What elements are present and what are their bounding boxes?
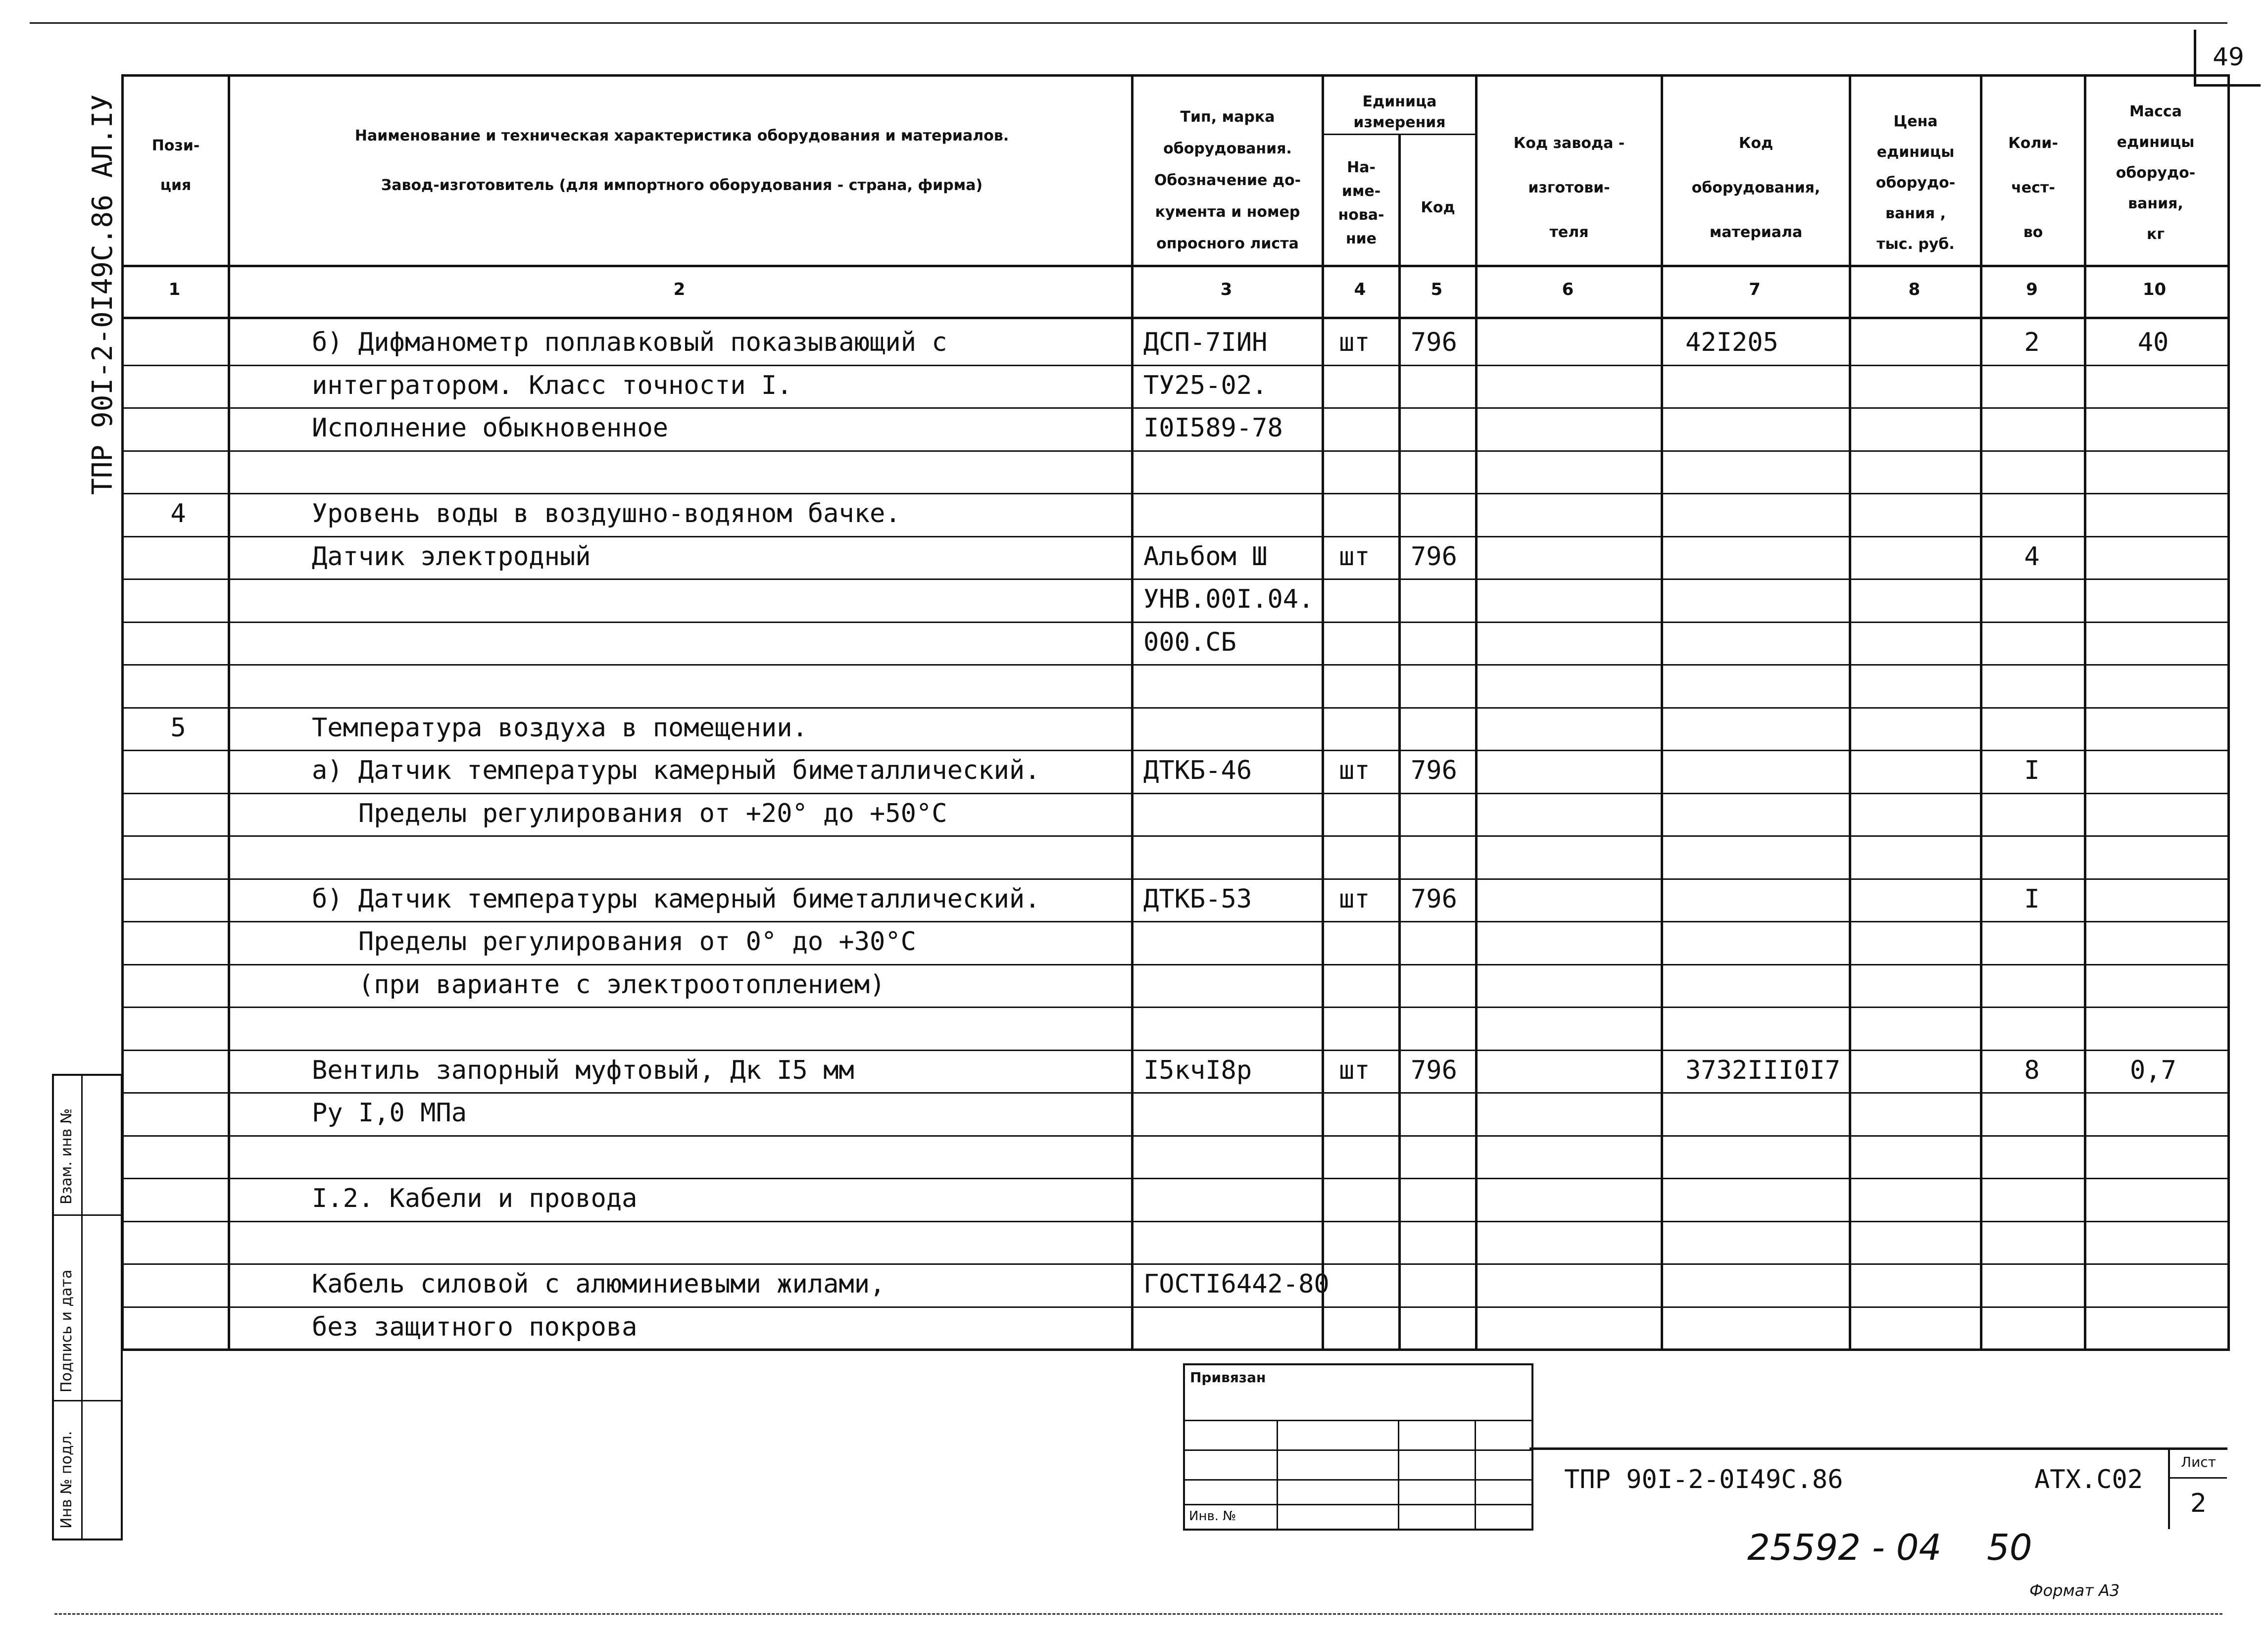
header-bottom-line bbox=[121, 265, 2227, 267]
row-divider bbox=[121, 536, 2227, 537]
sheet-code: АТХ.С02 bbox=[2034, 1465, 2143, 1494]
top-rule bbox=[30, 22, 2227, 24]
mass-cell: 40 bbox=[2137, 328, 2169, 357]
bottom-rule bbox=[54, 1613, 2222, 1615]
type-cell: 000.СБ bbox=[1143, 627, 1236, 657]
name-cell: Датчик электродный bbox=[312, 541, 591, 572]
row-divider bbox=[121, 1050, 2227, 1051]
unit-name-cell: шт bbox=[1339, 328, 1370, 357]
column-number: 8 bbox=[1908, 280, 1921, 299]
header-factory-code: Код завода - изготови- теля bbox=[1513, 135, 1625, 241]
unit-subheader-line bbox=[1322, 134, 1475, 135]
header-equipment-code: Код оборудования, материала bbox=[1691, 135, 1821, 241]
unit-code-cell: 796 bbox=[1411, 756, 1457, 785]
header-price: Цена единицы оборудо- вания , тыс. руб. bbox=[1875, 113, 1956, 253]
unit-name-cell: шт bbox=[1339, 756, 1370, 785]
header-name-line2: Завод-изготовитель (для импортного оборудования - страна, фирма) bbox=[381, 177, 983, 194]
column-number: 5 bbox=[1430, 280, 1443, 299]
name-cell: Исполнение обыкновенное bbox=[312, 413, 669, 443]
row-divider bbox=[121, 1263, 2227, 1265]
sheet-label: Лист bbox=[2170, 1447, 2227, 1479]
column-number: 10 bbox=[2142, 280, 2167, 299]
unit-code-cell: 796 bbox=[1411, 328, 1457, 357]
row-divider bbox=[121, 365, 2227, 366]
name-cell: б) Датчик температуры камерный биметаллический. bbox=[312, 884, 1040, 914]
quantity-cell: 2 bbox=[2024, 328, 2040, 357]
row-divider bbox=[121, 1306, 2227, 1308]
unit-code-cell: 796 bbox=[1411, 884, 1457, 914]
sheet-number: 2 bbox=[2190, 1489, 2207, 1518]
name-cell: Вентиль запорный муфтовый, Дк I5 мм bbox=[312, 1055, 854, 1085]
privyazan-block bbox=[1183, 1363, 1533, 1531]
type-cell: I5кчI8р bbox=[1143, 1055, 1252, 1085]
column-number-bottom-line bbox=[121, 317, 2227, 319]
stamp-top-line bbox=[121, 1348, 2227, 1351]
column-number: 2 bbox=[673, 280, 686, 299]
row-divider bbox=[121, 664, 2227, 666]
type-cell: Альбом Ш bbox=[1143, 541, 1268, 572]
header-quantity: Коли- чест- во bbox=[2008, 135, 2058, 241]
name-cell: (при варианте с электроотоплением) bbox=[312, 969, 886, 1000]
quantity-cell: I bbox=[2024, 756, 2040, 785]
privyazan-label: Привязан bbox=[1190, 1369, 1266, 1386]
column-number: 3 bbox=[1220, 280, 1233, 299]
inventory-label: Инв. № bbox=[1189, 1509, 1236, 1524]
row-divider bbox=[121, 750, 2227, 751]
column-number: 9 bbox=[2026, 280, 2038, 299]
row-divider bbox=[121, 407, 2227, 409]
handwritten-archive-number: 25592 - 04 50 bbox=[1747, 1527, 2032, 1568]
document-code: ТПР 90I-2-0I49С.86 bbox=[1564, 1465, 1843, 1494]
name-cell: а) Датчик температуры камерный биметаллический. bbox=[312, 756, 1040, 785]
column-number: 4 bbox=[1354, 280, 1366, 299]
header-unit-name: На- име- нова- ние bbox=[1338, 159, 1384, 247]
page-number: 49 bbox=[2213, 43, 2244, 71]
row-divider bbox=[121, 1178, 2227, 1179]
unit-code-cell: 796 bbox=[1411, 1055, 1457, 1085]
name-cell: Пределы регулирования от 0° до +30°С bbox=[312, 927, 916, 957]
row-divider bbox=[121, 835, 2227, 837]
left-margin-stamp bbox=[52, 1074, 123, 1540]
type-cell: ДСП-7IИН bbox=[1143, 328, 1268, 357]
row-divider bbox=[121, 921, 2227, 922]
sheet-box bbox=[2168, 1447, 2227, 1529]
side-document-label: ТПР 90I-2-0I49С.86 АЛ.IУ bbox=[87, 94, 119, 495]
col-line bbox=[1398, 134, 1401, 1348]
name-cell: Уровень воды в воздушно-водяном бачке. bbox=[312, 499, 901, 529]
row-divider bbox=[121, 1135, 2227, 1137]
row-divider bbox=[121, 578, 2227, 580]
header-name-line1: Наименование и техническая характеристика оборудования и материалов. bbox=[354, 127, 1009, 144]
row-divider bbox=[121, 1092, 2227, 1094]
type-cell: ДТКБ-53 bbox=[1143, 884, 1252, 914]
header-type: Тип, марка оборудования. Обозначение до- кумента и номер опросного листа bbox=[1154, 108, 1301, 252]
unit-name-cell: шт bbox=[1339, 1055, 1370, 1085]
header-mass: Масса единицы оборудо- вания, кг bbox=[2116, 103, 2196, 243]
equipment-code-cell: 42I205 bbox=[1685, 328, 1778, 357]
column-number: 6 bbox=[1562, 280, 1574, 299]
column-number: 7 bbox=[1749, 280, 1761, 299]
quantity-cell: I bbox=[2024, 884, 2040, 914]
type-cell: ГОСТI6442-80 bbox=[1143, 1269, 1330, 1299]
name-cell: б) Дифманометр поплавковый показывающий с bbox=[312, 328, 947, 357]
type-cell: УНВ.00I.04. bbox=[1143, 584, 1314, 614]
name-cell: Температура воздуха в помещении. bbox=[312, 713, 808, 743]
position-cell: 5 bbox=[170, 713, 186, 743]
quantity-cell: 8 bbox=[2024, 1055, 2040, 1085]
margin-label-inv-original: Инв № подл. bbox=[58, 1431, 75, 1529]
name-cell: Пределы регулирования от +20° до +50°С bbox=[312, 798, 947, 828]
header-position: Пози- ция bbox=[151, 137, 200, 194]
row-divider bbox=[121, 878, 2227, 880]
row-divider bbox=[121, 1007, 2227, 1008]
margin-label-signature-date: Подпись и дата bbox=[58, 1269, 75, 1393]
header-unit-code: Код bbox=[1421, 199, 1455, 216]
name-cell: Кабель силовой с алюминиевыми жилами, bbox=[312, 1269, 886, 1299]
row-divider bbox=[121, 793, 2227, 794]
row-divider bbox=[121, 964, 2227, 965]
row-divider bbox=[121, 493, 2227, 494]
unit-name-cell: шт bbox=[1339, 541, 1370, 572]
name-cell: интегратором. Класс точности I. bbox=[312, 370, 792, 400]
column-number: 1 bbox=[168, 280, 181, 299]
unit-name-cell: шт bbox=[1339, 884, 1370, 914]
name-cell: без защитного покрова bbox=[312, 1312, 638, 1342]
mass-cell: 0,7 bbox=[2130, 1055, 2176, 1085]
quantity-cell: 4 bbox=[2024, 541, 2040, 572]
type-cell: I0I589-78 bbox=[1143, 413, 1283, 443]
row-divider bbox=[121, 622, 2227, 623]
unit-code-cell: 796 bbox=[1411, 541, 1457, 572]
row-divider bbox=[121, 707, 2227, 709]
type-cell: ДТКБ-46 bbox=[1143, 756, 1252, 785]
header-unit: Единица измерения bbox=[1353, 93, 1446, 131]
title-block-top-line bbox=[1529, 1447, 2227, 1450]
format-label: Формат А3 bbox=[2029, 1581, 2120, 1600]
row-divider bbox=[121, 450, 2227, 452]
row-divider bbox=[121, 1221, 2227, 1222]
name-cell: I.2. Кабели и провода bbox=[312, 1184, 638, 1213]
margin-label-inv-replace: Взам. инв № bbox=[58, 1108, 75, 1204]
name-cell: Ру I,0 МПа bbox=[312, 1098, 467, 1128]
equipment-code-cell: 3732III0I7 bbox=[1685, 1055, 1841, 1085]
position-cell: 4 bbox=[170, 499, 186, 529]
type-cell: ТУ25-02. bbox=[1143, 370, 1268, 400]
